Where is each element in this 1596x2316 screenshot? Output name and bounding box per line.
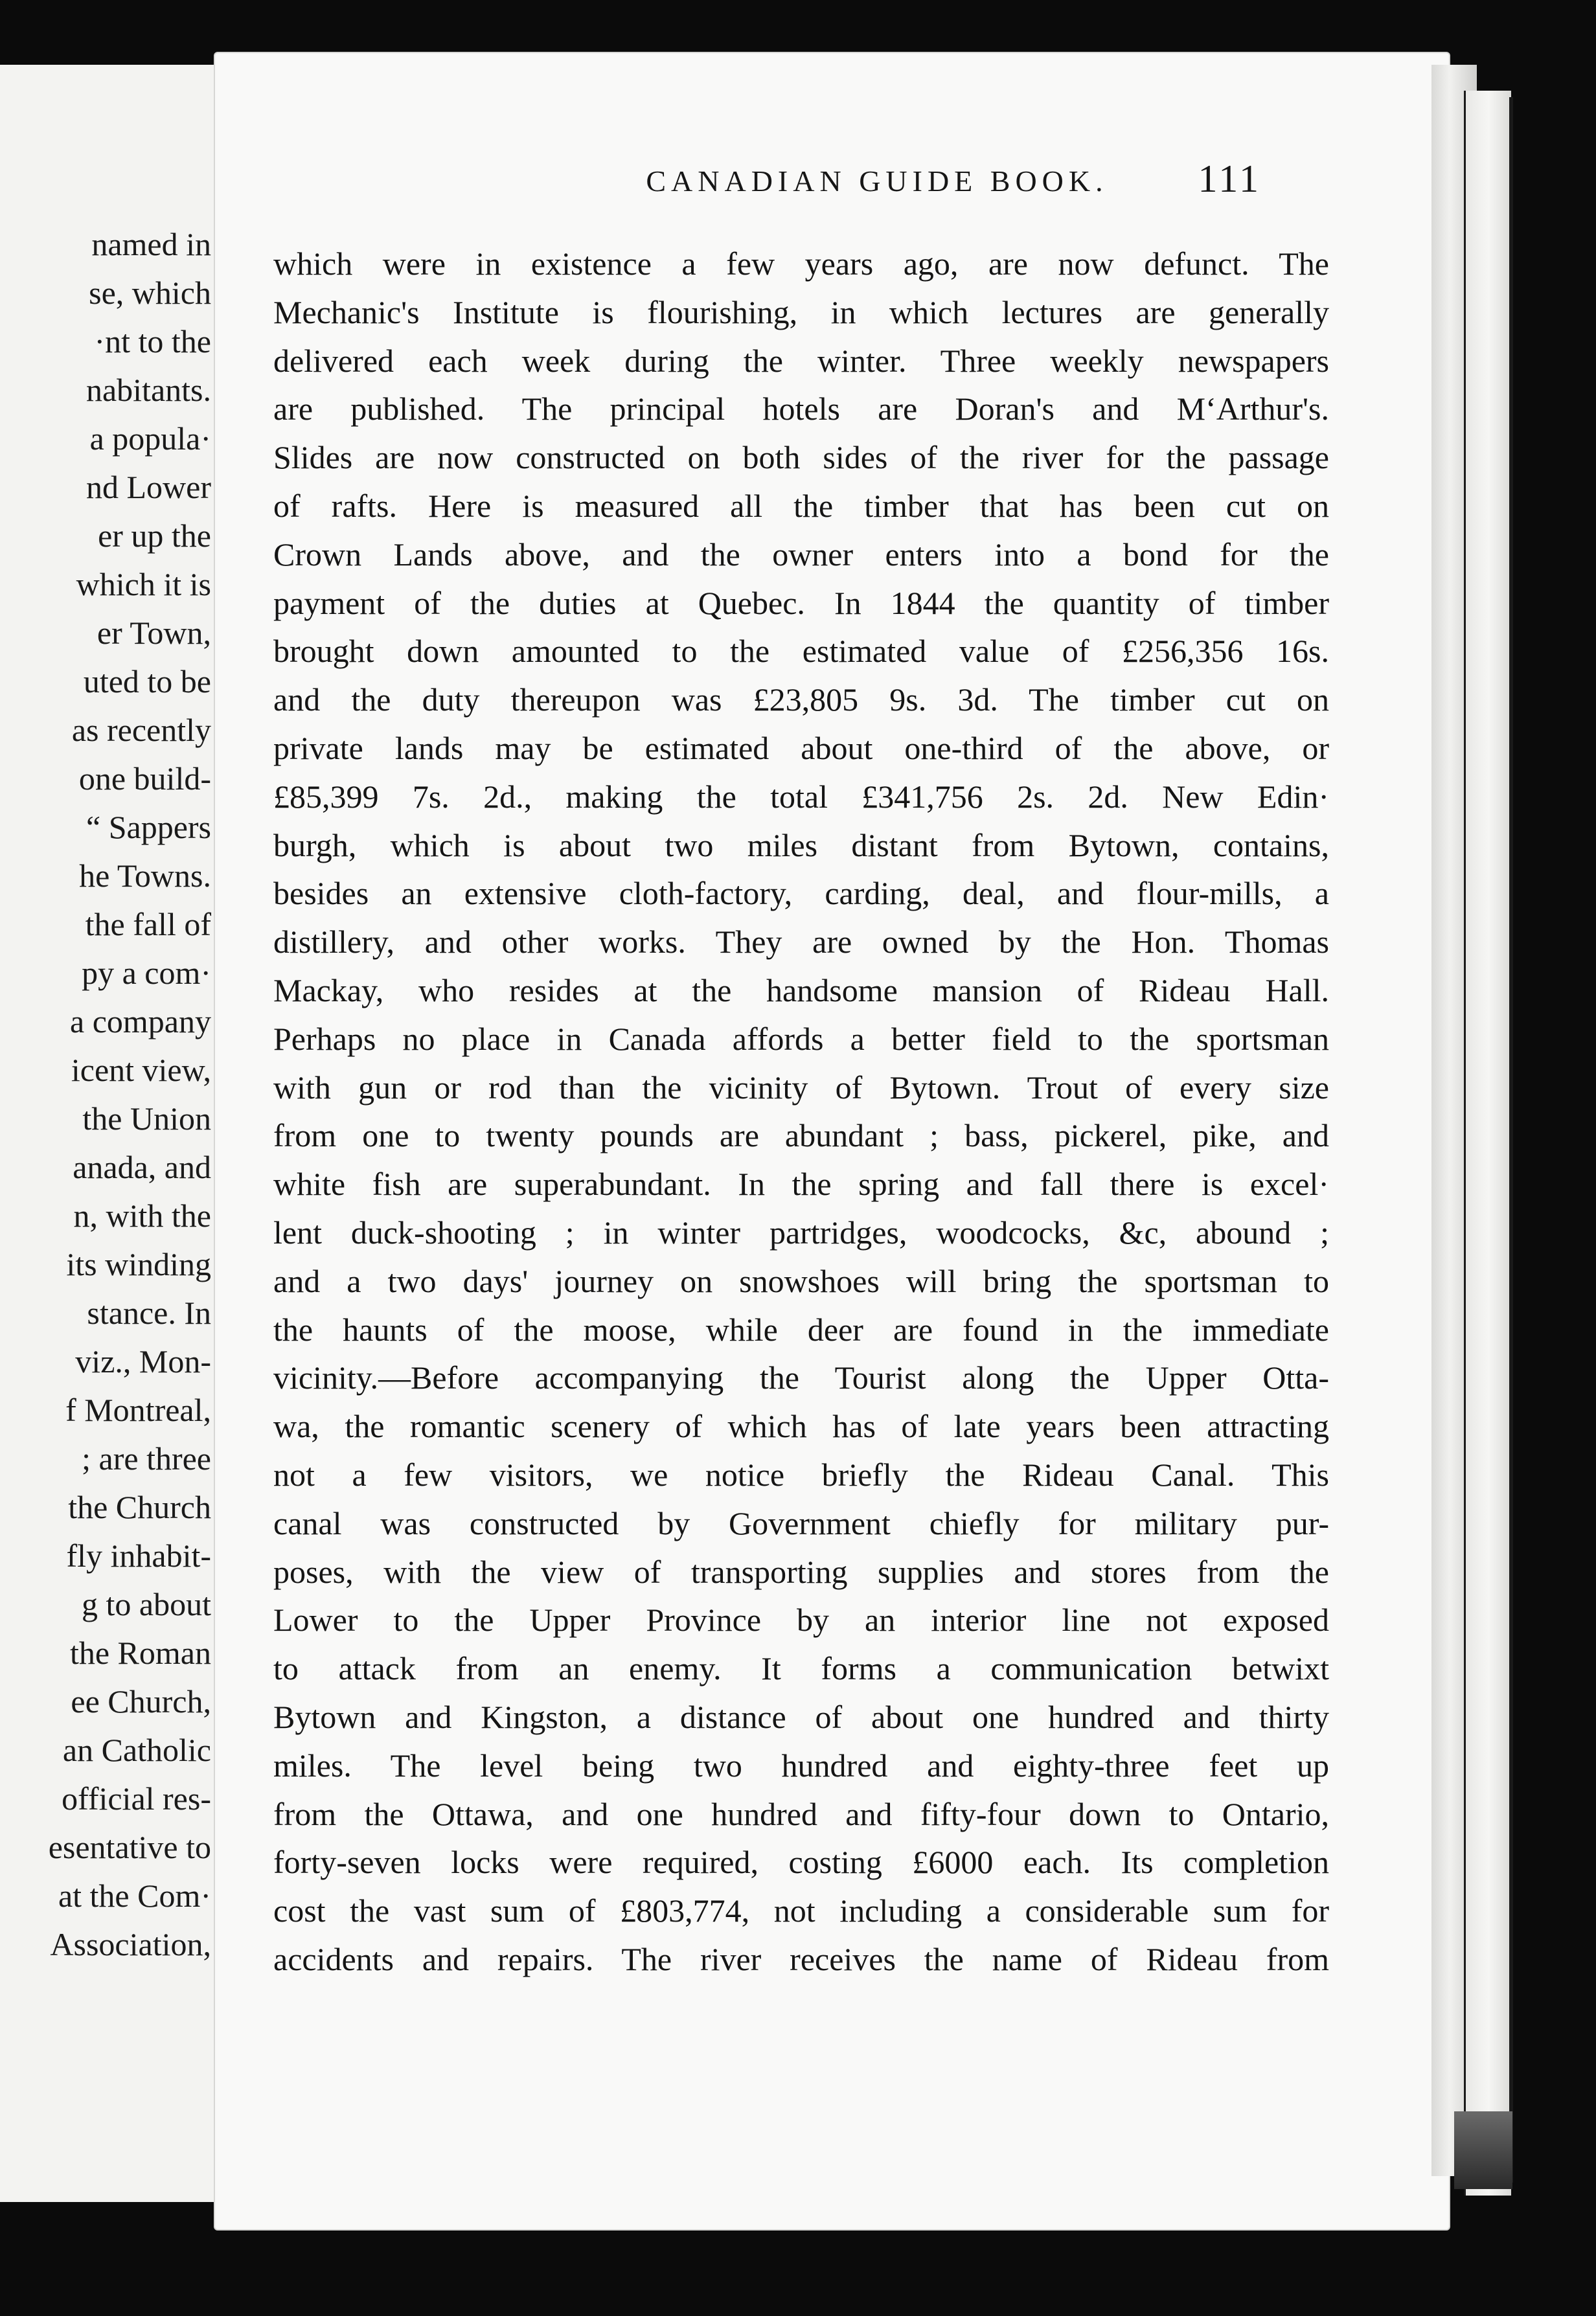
text-line: Crown Lands above, and the owner enters into a bond for the (273, 536, 1329, 573)
text-line: Slides are now constructed on both sides of the river for the passage (273, 439, 1329, 476)
previous-page-line: he Towns. (79, 857, 211, 894)
text-line: white fish are superabundant. In the spring and fall there is excel· (273, 1166, 1329, 1203)
previous-page-line: which it is (76, 566, 211, 602)
text-line: forty-seven locks were required, costing £6000 each. Its completion (273, 1844, 1329, 1881)
previous-page-line: an Catholic (62, 1732, 211, 1768)
text-line: with gun or rod than the vicinity of Bytown. Trout of every size (273, 1069, 1329, 1106)
previous-page-line: a popula· (89, 420, 211, 457)
previous-page-line: Association, (50, 1926, 211, 1962)
previous-page-line: the Union (82, 1100, 211, 1137)
text-line: and a two days' journey on snowshoes will bring the sportsman to (273, 1262, 1329, 1299)
previous-page-line: se, which (89, 275, 211, 311)
previous-page-line: f Montreal, (65, 1392, 211, 1428)
previous-page (0, 65, 225, 2202)
previous-page-line: ee Church, (71, 1683, 211, 1720)
text-line: distillery, and other works. They are owned by the Hon. Thomas (273, 924, 1329, 960)
previous-page-line: fly inhabit- (66, 1538, 211, 1574)
text-line: miles. The level being two hundred and eighty-three feet up (273, 1747, 1329, 1784)
text-line: private lands may be estimated about one-third of the above, or (273, 729, 1329, 766)
running-header (215, 155, 1449, 207)
previous-page-line: the Church (68, 1489, 211, 1525)
text-line: are published. The principal hotels are Doran's and M‘Arthur's. (273, 391, 1329, 427)
text-line: payment of the duties at Quebec. In 1844 the quantity of timber (273, 584, 1329, 621)
running-title: CANADIAN GUIDE BOOK. (646, 165, 1108, 198)
previous-page-line: the fall of (85, 906, 211, 942)
text-line: Mechanic's Institute is flourishing, in which lectures are generally (273, 293, 1329, 330)
page-number: 111 (1198, 157, 1261, 200)
previous-page-line: er Town, (97, 615, 211, 651)
text-line: from one to twenty pounds are abundant ; bass, pickerel, pike, and (273, 1117, 1329, 1154)
previous-page-line: viz., Mon- (75, 1343, 211, 1379)
previous-page-line: at the Com· (58, 1878, 211, 1914)
text-line: and the duty thereupon was £23,805 9s. 3d. The timber cut on (273, 681, 1329, 718)
previous-page-line: as recently (71, 712, 211, 748)
body-text (273, 240, 1329, 1984)
previous-page-line: py a com· (82, 955, 211, 991)
previous-page-line: its winding (66, 1246, 211, 1282)
previous-page-line: “ Sappers (86, 809, 211, 845)
previous-page-line: uted to be (83, 663, 211, 699)
previous-page-line: one build- (78, 760, 211, 797)
text-line: Bytown and Kingston, a distance of about one hundred and thirty (273, 1698, 1329, 1735)
text-line: wa, the romantic scenery of which has of late years been attracting (273, 1408, 1329, 1445)
previous-page-line: anada, and (73, 1149, 211, 1185)
text-line: besides an extensive cloth-factory, carding, deal, and flour-mills, a (273, 875, 1329, 912)
previous-page-line: the Roman (69, 1635, 211, 1671)
text-line: delivered each week during the winter. Three weekly newspapers (273, 342, 1329, 379)
book-edge-line (1509, 97, 1513, 2183)
previous-page-line: nabitants. (86, 372, 211, 408)
text-line: of rafts. Here is measured all the timber that has been cut on (273, 487, 1329, 524)
previous-page-line: named in (91, 226, 211, 262)
page-edges-outer (1464, 91, 1511, 2196)
text-line: brought down amounted to the estimated value of £256,356 16s. (273, 633, 1329, 670)
text-line: canal was constructed by Government chiefly for military pur- (273, 1504, 1329, 1541)
text-line: not a few visitors, we notice briefly the Rideau Canal. This (273, 1456, 1329, 1493)
previous-page-line: ·nt to the (94, 323, 211, 359)
text-line: Mackay, who resides at the handsome mansion of Rideau Hall. (273, 971, 1329, 1008)
text-line: lent duck-shooting ; in winter partridges, woodcocks, &c, abound ; (273, 1214, 1329, 1251)
previous-page-line: esentative to (48, 1829, 211, 1865)
previous-page-line: a company (70, 1003, 211, 1039)
text-line: Perhaps no place in Canada affords a better field to the sportsman (273, 1020, 1329, 1057)
text-line: burgh, which is about two miles distant from Bytown, contains, (273, 826, 1329, 863)
text-line: to attack from an enemy. It forms a communication betwixt (273, 1650, 1329, 1687)
previous-page-line: nd Lower (86, 469, 211, 505)
previous-page-line: g to about (82, 1586, 211, 1622)
text-line: poses, with the view of transporting supplies and stores from the (273, 1553, 1329, 1590)
text-line: from the Ottawa, and one hundred and fifty-four down to Ontario, (273, 1795, 1329, 1832)
text-line: the haunts of the moose, while deer are found in the immediate (273, 1311, 1329, 1348)
text-line: accidents and repairs. The river receives the name of Rideau from (273, 1940, 1329, 1977)
previous-page-line: er up the (98, 517, 211, 554)
previous-page-line: stance. In (87, 1295, 211, 1331)
previous-page-line: n, with the (73, 1198, 211, 1234)
book-cover-corner (1454, 2111, 1512, 2189)
previous-page-line: icent view, (71, 1052, 211, 1088)
text-line: Lower to the Upper Province by an interior line not exposed (273, 1602, 1329, 1639)
previous-page-text (0, 220, 211, 1969)
previous-page-line: official res- (62, 1780, 211, 1817)
previous-page-line: ; are three (82, 1440, 211, 1477)
text-line: £85,399 7s. 2d., making the total £341,756 2s. 2d. New Edin· (273, 778, 1329, 815)
text-line: vicinity.—Before accompanying the Tourist along the Upper Otta- (273, 1359, 1329, 1396)
text-line: cost the vast sum of £803,774, not including a considerable sum for (273, 1892, 1329, 1929)
text-line: which were in existence a few years ago, are now defunct. The (273, 245, 1329, 282)
